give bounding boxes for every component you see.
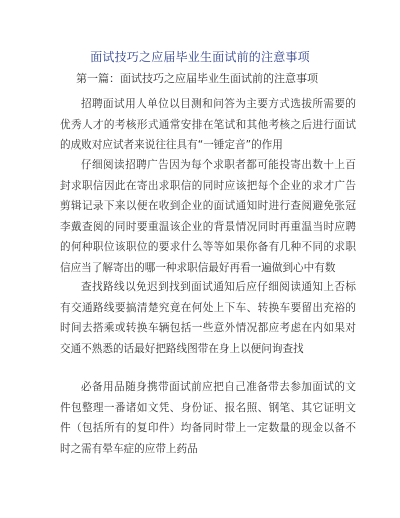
paragraph-read-ad: 仔细阅读招聘广告因为每个求职者都可能投寄出数十上百封求职信因此在寄出求职信的同时应该把每个企业的求才广告剪辑记录下来以便在收到企业的面试通知时进行查阅避免张冠李戴查阅的同时要重温该企业的背景情况同时再重温当时应聘的何种职位该职位的要求什么等等如果你备有几种不同的求职信应当了解寄出的哪一种求职信最好再看一遍做到心中有数 bbox=[60, 159, 356, 274]
paragraph-intro: 招聘面试用人单位以目测和问答为主要方式选拔所需要的优秀人才的考核形式通常安排在笔试和其他考核之后进行面试的成败对应试者来说往往具有“一锤定音”的作用 bbox=[60, 98, 356, 152]
document-subtitle: 第一篇：面试技巧之应届毕业生面试前的注意事项 bbox=[76, 72, 318, 85]
paragraph-route: 查找路线以免迟到找到面试通知后应仔细阅读通知上否标有交通路线要搞清楚究竟在何处上下车、转换车要留出充裕的时间去搭乘或转换车辆包括一些意外情况都应考虑在内如果对交通不熟悉的话最好把路线图带在身上以便问询查找 bbox=[60, 281, 356, 355]
paragraph-items: 必备用品随身携带面试前应把自己准备带去参加面试的文件包整理一番诸如文凭、身份证、报名照、钢笔、其它证明文件（包括所有的复印件）均备同时带上一定数量的现金以备不时之需有晕车症的应带上药品 bbox=[60, 381, 356, 455]
document-title: 面试技巧之应届毕业生面试前的注意事项 bbox=[90, 50, 310, 64]
